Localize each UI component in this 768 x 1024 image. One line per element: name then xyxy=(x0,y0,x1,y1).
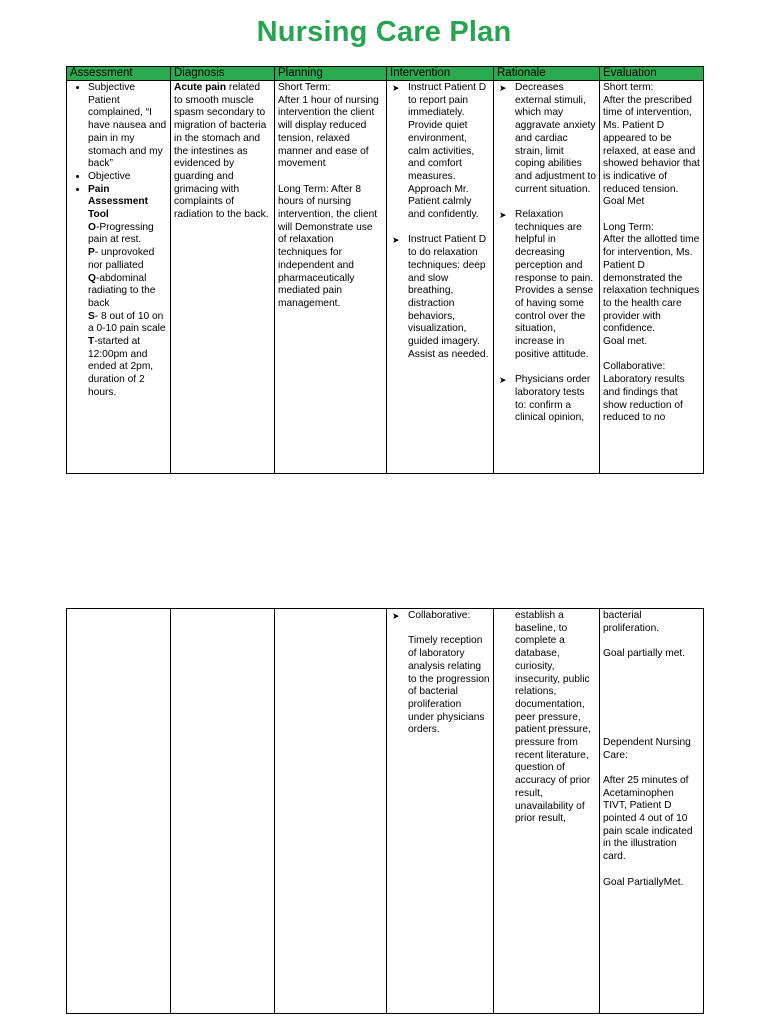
q-key: Q xyxy=(88,272,96,284)
intervention-cell-continued xyxy=(387,609,494,1014)
p-line xyxy=(88,247,167,272)
evaluation-short-label: Short term: xyxy=(603,82,654,93)
pqrst-block xyxy=(70,222,167,400)
arrowhead-bullet-icon: ➤ xyxy=(499,83,507,93)
header-row xyxy=(67,67,704,81)
t-text: -started at 12:00pm and ended at 2pm, duration of 2 hours. xyxy=(88,336,154,398)
evaluation-short-goal: Goal Met xyxy=(603,196,645,208)
subjective-item xyxy=(88,82,167,171)
diagnosis-cell xyxy=(171,81,275,474)
o-key: O xyxy=(88,221,96,233)
rationale-item-1-text: Decreases external stimuli, which may aggravate anxiety and cardiac strain, limit coping abilities and adjustment to current situation. xyxy=(515,82,596,195)
page-title: Nursing Care Plan xyxy=(256,16,512,48)
evaluation-long-goal: Goal met. xyxy=(603,336,648,348)
q-line xyxy=(88,273,167,311)
assessment-cell-continued xyxy=(67,609,171,1014)
care-plan-row-continued xyxy=(67,609,704,1014)
p-key: P xyxy=(88,247,95,259)
planning-short-label: Short Term: xyxy=(278,82,331,93)
intervention-item-1-text: Instruct Patient D to report pain immediately. Provide quiet environment, calm activities, and comfort measures. Approach Mr. Patient calmly and confidently. xyxy=(408,82,487,221)
evaluation-cell-continued xyxy=(600,609,704,1014)
evaluation-cell xyxy=(600,81,704,474)
intervention-cell xyxy=(387,81,494,474)
diagnosis-bold: Acute pain xyxy=(174,82,227,93)
evaluation-continued-text: bacterial proliferation. xyxy=(603,610,660,634)
intervention-item-3-label: Collaborative: xyxy=(408,610,471,621)
planning-cell xyxy=(275,81,387,474)
rationale-item-1 xyxy=(497,82,596,196)
arrowhead-bullet-icon: ➤ xyxy=(392,611,400,621)
header-rationale: Rationale xyxy=(494,67,600,81)
planning-cell-continued xyxy=(275,609,387,1014)
intervention-item-2 xyxy=(390,234,490,361)
evaluation-dependent-text: After 25 minutes of Acetaminophen TIVT, Patient D pointed 4 out of 10 pain scale indicated in the illustration card. xyxy=(603,774,693,863)
planning-long-text: Long Term: After 8 hours of nursing intervention, the client will Demonstrate use of relaxation techniques for independent and pharmaceutically mediated pain management. xyxy=(278,183,378,309)
intervention-item-3-text: Timely reception of laboratory analysis relating to the progression of bacterial proliferation under physicians orders. xyxy=(408,635,490,736)
evaluation-dependent-label: Dependent Nursing Care: xyxy=(603,736,691,761)
rationale-item-3 xyxy=(497,374,596,425)
intervention-list xyxy=(390,82,490,361)
intervention-item-1 xyxy=(390,82,490,222)
intervention-item-3 xyxy=(390,610,490,623)
q-text: -abdominal radiating to the back xyxy=(88,272,156,309)
s-text: - 8 out of 10 on a 0-10 pain scale xyxy=(88,310,166,335)
arrowhead-bullet-icon: ➤ xyxy=(499,210,507,221)
planning-short-text: After 1 hour of nursing intervention the client will display reduced tension, relaxed manner and ease of movement xyxy=(278,94,379,170)
care-plan-row xyxy=(67,81,704,474)
rationale-continued-text: establish a baseline, to complete a database, curiosity, insecurity, public relations, documentation, peer pressure, patient pressure, pressure from recent literature, question of accuracy of prior result, unavailability of prior result, xyxy=(515,610,591,825)
evaluation-short-text: After the prescribed time of intervention, Ms. Patient D appeared to be relaxed, at ease and showed behavior that is indicative of reduced tension. xyxy=(603,94,700,195)
arrowhead-bullet-icon: ➤ xyxy=(392,235,400,246)
assessment-list xyxy=(70,82,167,222)
evaluation-collab-text: Laboratory results and findings that show reduction of reduced to no xyxy=(603,374,685,424)
header-evaluation: Evaluation xyxy=(600,67,704,81)
header-intervention: Intervention xyxy=(387,67,494,81)
evaluation-long-text: After the allotted time for intervention, Ms. Patient D demonstrated the relaxation techniques to the health care provider with confidence. xyxy=(603,234,700,335)
header-assessment: Assessment xyxy=(67,67,171,81)
diagnosis-text: related to smooth muscle spasm secondary to migration of bacteria in the stomach and the intestines as evidenced by guarding and grimacing with complaints of radiation to the back. xyxy=(174,82,269,221)
evaluation-continued-goal: Goal partially met. xyxy=(603,648,686,660)
arrowhead-bullet-icon: ➤ xyxy=(392,83,400,93)
diagnosis-cell-continued xyxy=(171,609,275,1014)
o-line xyxy=(88,222,167,247)
evaluation-dependent-goal: Goal PartiallyMet. xyxy=(603,876,684,888)
rationale-item-2-text: Relaxation techniques are helpful in decreasing perception and response to pain. Provides a sense of having some control over the situation, increase in positive attitude. xyxy=(515,209,594,360)
intervention-item-2-text: Instruct Patient D to do relaxation techniques: deep and slow breathing, distraction behaviors, visualization, guided imagery. Assist as needed. xyxy=(408,234,489,360)
objective-item: • Objective xyxy=(88,171,167,184)
rationale-item-3-text: Physicians order laboratory tests to: confirm a clinical opinion, xyxy=(515,374,591,424)
p-text: - unprovoked nor palliated xyxy=(88,247,155,271)
rationale-list xyxy=(497,82,596,425)
t-line xyxy=(88,336,167,400)
pain-tool-item: • Pain Assessment Tool xyxy=(88,184,167,222)
care-plan-table-page-2 xyxy=(66,608,704,1014)
s-line xyxy=(88,311,167,336)
arrowhead-bullet-icon: ➤ xyxy=(499,375,507,386)
care-plan-table-page-1 xyxy=(66,66,704,474)
rationale-cell-continued xyxy=(494,609,600,1014)
o-text: -Progressing pain at rest. xyxy=(88,221,154,246)
header-planning: Planning xyxy=(275,67,387,81)
subjective-label: Subjective Patient complained, xyxy=(88,82,143,119)
subjective-quote: “I have nausea and pain in my stomach and my back” xyxy=(88,107,167,170)
rationale-item-2 xyxy=(497,209,596,361)
s-key: S xyxy=(88,310,95,322)
evaluation-collab-label: Collaborative: xyxy=(603,361,666,373)
assessment-cell xyxy=(67,81,171,474)
t-key: T xyxy=(88,336,95,348)
rationale-cell xyxy=(494,81,600,474)
evaluation-long-label: Long Term: xyxy=(603,221,654,233)
intervention-list-continued xyxy=(390,610,490,623)
header-diagnosis: Diagnosis xyxy=(171,67,275,81)
